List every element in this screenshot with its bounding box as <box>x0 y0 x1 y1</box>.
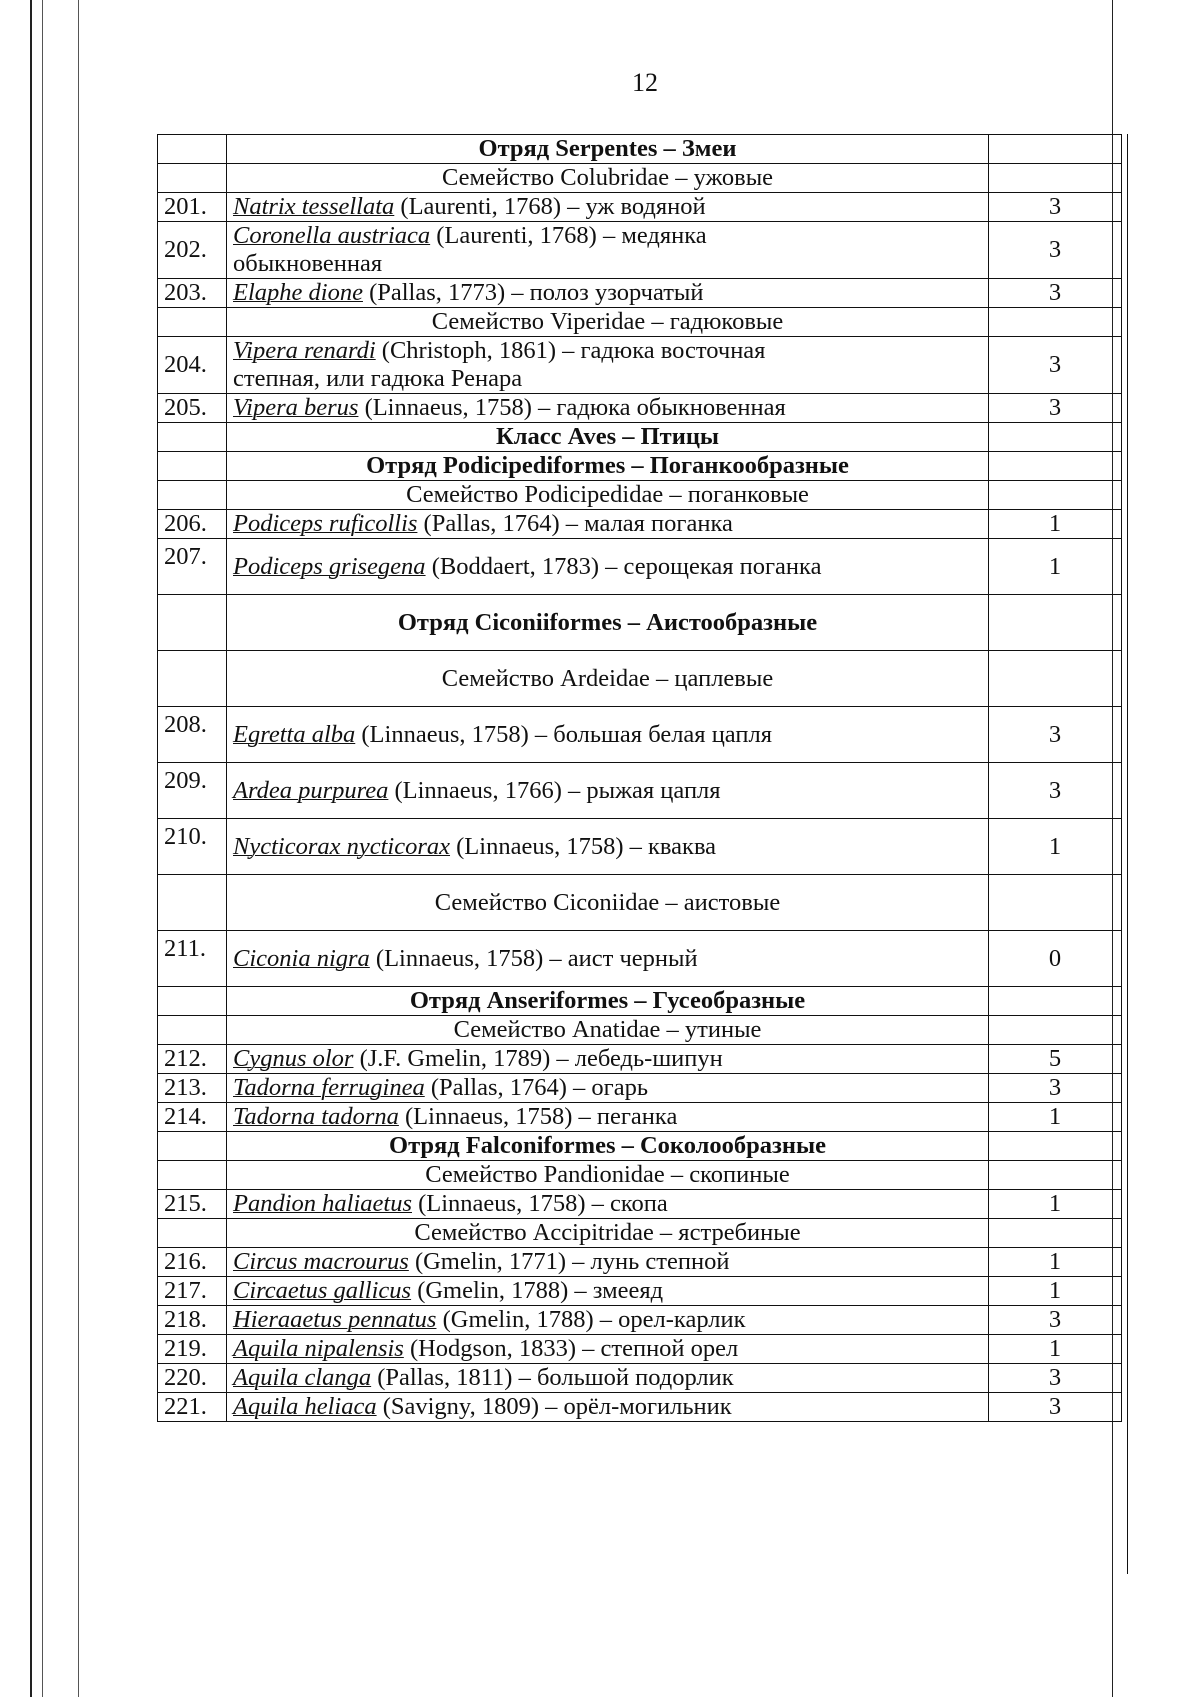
section-title-cell <box>227 1161 989 1190</box>
latin-name: Vipera berus <box>233 394 359 421</box>
species-author-common-name: (Laurenti, 1768) – медянка <box>430 222 707 249</box>
section-header-row <box>158 452 1122 481</box>
species-author-common-name: (Pallas, 1773) – полоз узорчатый <box>362 279 704 306</box>
row-number-cell <box>158 763 227 819</box>
species-row <box>158 279 1122 308</box>
status-cell <box>989 1103 1122 1132</box>
latin-name: Coronella austriaca <box>233 222 431 249</box>
species-row <box>158 337 1122 394</box>
status-cell <box>989 308 1122 337</box>
row-number-cell <box>158 164 227 193</box>
latin-name: Aquila heliaca <box>233 1393 377 1420</box>
row-number: 221. <box>164 1393 207 1420</box>
row-number-cell <box>158 1161 227 1190</box>
row-number-cell <box>158 279 227 308</box>
section-title: Семейство Ciconiidae – аистовые <box>434 888 781 916</box>
section-header-row <box>158 595 1122 651</box>
section-title: Отряд Falconiformes – Соколообразные <box>389 1132 826 1159</box>
status-cell <box>989 1016 1122 1045</box>
row-number-cell <box>158 651 227 707</box>
row-number-cell <box>158 1103 227 1132</box>
species-row <box>158 193 1122 222</box>
species-author-common-name: (Gmelin, 1788) – змееяд <box>411 1277 664 1304</box>
species-author-common-name: (Linnaeus, 1758) – пеганка <box>398 1103 678 1130</box>
status-cell <box>989 164 1122 193</box>
species-name-cell <box>227 1335 989 1364</box>
status-cell <box>989 423 1122 452</box>
species-author-common-name: (Linnaeus, 1758) – гадюка обыкновенная <box>358 394 786 421</box>
species-author-common-name: (Linnaeus, 1758) – аист черный <box>369 944 698 972</box>
status-cell <box>989 452 1122 481</box>
latin-name: Tadorna ferruginea <box>233 1074 425 1101</box>
row-number-cell <box>158 707 227 763</box>
species-row <box>158 222 1122 279</box>
row-number-cell <box>158 1219 227 1248</box>
species-author-common-name: (Gmelin, 1771) – лунь степной <box>408 1248 730 1275</box>
status-category: 0 <box>1048 944 1062 972</box>
section-title-cell <box>227 987 989 1016</box>
latin-name: Nycticorax nycticorax <box>233 832 451 860</box>
row-number-cell <box>158 452 227 481</box>
row-number-cell <box>158 1045 227 1074</box>
species-author-common-name: (Savigny, 1809) – орёл-могильник <box>376 1393 732 1420</box>
latin-name: Elaphe dione <box>233 279 363 306</box>
section-title-cell <box>227 135 989 164</box>
section-title-cell <box>227 1016 989 1045</box>
section-title-cell <box>227 308 989 337</box>
species-row <box>158 1277 1122 1306</box>
latin-name: Ciconia nigra <box>233 944 370 972</box>
species-row <box>158 1103 1122 1132</box>
species-name-cell <box>227 1248 989 1277</box>
status-cell <box>989 1161 1122 1190</box>
section-title-cell <box>227 1132 989 1161</box>
row-number: 209. <box>164 767 207 794</box>
section-title: Отряд Serpentes – Змеи <box>478 135 737 162</box>
status-category: 1 <box>1048 510 1062 537</box>
section-title-cell <box>227 1219 989 1248</box>
section-title-cell <box>227 875 989 931</box>
species-author-common-name: (Gmelin, 1788) – орел-карлик <box>436 1306 746 1333</box>
status-cell <box>989 1306 1122 1335</box>
row-number: 211. <box>164 935 206 962</box>
species-author-common-name: (Hodgson, 1833) – степной орел <box>403 1335 739 1362</box>
status-category: 3 <box>1048 1074 1062 1101</box>
section-header-row <box>158 135 1122 164</box>
species-name-cell <box>227 763 989 819</box>
species-row <box>158 539 1122 595</box>
section-header-row <box>158 651 1122 707</box>
section-title: Отряд Ciconiiformes – Аистообразные <box>397 608 818 636</box>
row-number-cell <box>158 987 227 1016</box>
latin-name: Tadorna tadorna <box>233 1103 399 1130</box>
section-title-cell <box>227 452 989 481</box>
species-name-cell <box>227 1306 989 1335</box>
status-category: 3 <box>1048 394 1062 421</box>
species-name-cell <box>227 1364 989 1393</box>
status-category: 3 <box>1048 193 1062 220</box>
status-cell <box>989 1335 1122 1364</box>
species-name-cell <box>227 279 989 308</box>
latin-name: Podiceps ruficollis <box>233 510 418 537</box>
status-category: 1 <box>1048 1335 1062 1362</box>
species-author-common-name: (Linnaeus, 1758) – кваква <box>450 832 717 860</box>
species-name-cell <box>227 819 989 875</box>
species-name-cell <box>227 1045 989 1074</box>
species-name-cell <box>227 1277 989 1306</box>
species-row <box>158 1190 1122 1219</box>
status-cell <box>989 510 1122 539</box>
species-row <box>158 931 1122 987</box>
row-number: 219. <box>164 1335 207 1362</box>
row-number-cell <box>158 423 227 452</box>
species-common-name-cont: обыкновенная <box>233 250 383 277</box>
species-row <box>158 1364 1122 1393</box>
status-cell <box>989 193 1122 222</box>
section-title: Семейство Podicipedidae – поганковые <box>406 481 809 508</box>
species-author-common-name: (Laurenti, 1768) – уж водяной <box>394 193 706 220</box>
species-author-common-name: (Pallas, 1764) – огарь <box>424 1074 649 1101</box>
row-number: 202. <box>164 236 207 263</box>
section-header-row <box>158 1132 1122 1161</box>
status-cell <box>989 595 1122 651</box>
species-author-common-name: (Christoph, 1861) – гадюка восточная <box>375 337 766 364</box>
row-number-cell <box>158 337 227 394</box>
species-row <box>158 1045 1122 1074</box>
species-author-common-name: (Linnaeus, 1758) – скопа <box>411 1190 668 1217</box>
status-category: 1 <box>1048 1248 1062 1275</box>
species-row <box>158 1393 1122 1422</box>
section-title: Семейство Accipitridae – ястребиные <box>414 1219 801 1246</box>
row-number: 208. <box>164 711 207 738</box>
status-category: 5 <box>1048 1045 1062 1072</box>
row-number-cell <box>158 193 227 222</box>
row-number-cell <box>158 308 227 337</box>
section-title: Семейство Anatidae – утиные <box>453 1016 762 1043</box>
row-number: 220. <box>164 1364 207 1391</box>
species-name-cell <box>227 539 989 595</box>
status-cell <box>989 875 1122 931</box>
status-cell <box>989 135 1122 164</box>
status-category: 1 <box>1048 1277 1062 1304</box>
species-name-cell <box>227 1393 989 1422</box>
latin-name: Cygnus olor <box>233 1045 354 1072</box>
species-name-cell <box>227 931 989 987</box>
row-number: 204. <box>164 351 207 378</box>
section-header-row <box>158 481 1122 510</box>
status-cell <box>989 987 1122 1016</box>
section-title: Отряд Podicipediformes – Поганкообразные <box>366 452 849 479</box>
species-name-cell <box>227 1103 989 1132</box>
species-author-common-name: (Boddaert, 1783) – серощекая поганка <box>425 552 822 580</box>
row-number-cell <box>158 1190 227 1219</box>
section-header-row <box>158 1016 1122 1045</box>
species-row <box>158 819 1122 875</box>
row-number-cell <box>158 1248 227 1277</box>
row-number: 213. <box>164 1074 207 1101</box>
status-category: 1 <box>1048 832 1062 860</box>
status-cell <box>989 1219 1122 1248</box>
row-number-cell <box>158 539 227 595</box>
species-name-cell <box>227 707 989 763</box>
species-name-cell <box>227 394 989 423</box>
row-number: 201. <box>164 193 207 220</box>
row-number-cell <box>158 481 227 510</box>
row-number: 210. <box>164 823 207 850</box>
status-category: 1 <box>1048 1103 1062 1130</box>
status-cell <box>989 1132 1122 1161</box>
row-number: 214. <box>164 1103 207 1130</box>
species-name-cell <box>227 337 989 394</box>
latin-name: Circus macrourus <box>233 1248 409 1275</box>
row-number-cell <box>158 595 227 651</box>
status-cell <box>989 1074 1122 1103</box>
row-number: 215. <box>164 1190 207 1217</box>
species-author-common-name: (Linnaeus, 1758) – большая белая цапля <box>355 720 772 748</box>
species-row <box>158 394 1122 423</box>
species-row <box>158 510 1122 539</box>
table-right-edge <box>1127 134 1128 1574</box>
status-cell <box>989 931 1122 987</box>
section-title: Семейство Colubridae – ужовые <box>441 164 774 191</box>
status-category: 3 <box>1048 279 1062 306</box>
binder-line-left-inner <box>42 0 43 1697</box>
row-number-cell <box>158 1335 227 1364</box>
section-title-cell <box>227 164 989 193</box>
section-title-cell <box>227 423 989 452</box>
latin-name: Circaetus gallicus <box>233 1277 412 1304</box>
section-header-row <box>158 423 1122 452</box>
species-row <box>158 763 1122 819</box>
species-common-name-cont: степная, или гадюка Ренара <box>233 365 523 392</box>
species-row <box>158 1335 1122 1364</box>
latin-name: Egretta alba <box>233 720 356 748</box>
latin-name: Pandion haliaetus <box>233 1190 412 1217</box>
status-cell <box>989 1248 1122 1277</box>
species-row <box>158 1306 1122 1335</box>
status-cell <box>989 1393 1122 1422</box>
latin-name: Podiceps grisegena <box>233 552 426 580</box>
status-cell <box>989 279 1122 308</box>
row-number: 218. <box>164 1306 207 1333</box>
row-number-cell <box>158 510 227 539</box>
status-cell <box>989 394 1122 423</box>
status-cell <box>989 651 1122 707</box>
status-cell <box>989 1045 1122 1074</box>
row-number-cell <box>158 394 227 423</box>
row-number: 217. <box>164 1277 207 1304</box>
row-number-cell <box>158 1277 227 1306</box>
species-table <box>157 134 1122 1422</box>
species-table-body <box>158 135 1122 1422</box>
page-number: 12 <box>632 68 658 97</box>
row-number-cell <box>158 1074 227 1103</box>
latin-name: Vipera renardi <box>233 337 376 364</box>
section-header-row <box>158 308 1122 337</box>
species-author-common-name: (Pallas, 1764) – малая поганка <box>417 510 733 537</box>
species-row <box>158 1248 1122 1277</box>
status-cell <box>989 1277 1122 1306</box>
species-name-cell <box>227 510 989 539</box>
section-title-cell <box>227 595 989 651</box>
status-category: 1 <box>1048 552 1062 580</box>
species-author-common-name: (Pallas, 1811) – большой подорлик <box>371 1364 734 1391</box>
section-title-cell <box>227 481 989 510</box>
species-author-common-name: (Linnaeus, 1766) – рыжая цапля <box>388 776 721 804</box>
section-header-row <box>158 1161 1122 1190</box>
row-number-cell <box>158 819 227 875</box>
status-category: 3 <box>1048 720 1062 748</box>
binder-line-margin <box>78 0 79 1697</box>
row-number: 206. <box>164 510 207 537</box>
row-number-cell <box>158 1393 227 1422</box>
species-row <box>158 1074 1122 1103</box>
status-category: 3 <box>1048 1306 1062 1333</box>
row-number-cell <box>158 931 227 987</box>
status-category: 3 <box>1048 351 1062 378</box>
status-cell <box>989 707 1122 763</box>
status-cell <box>989 1190 1122 1219</box>
section-header-row <box>158 875 1122 931</box>
latin-name: Aquila clanga <box>233 1364 372 1391</box>
status-cell <box>989 539 1122 595</box>
row-number-cell <box>158 222 227 279</box>
row-number-cell <box>158 875 227 931</box>
section-title: Семейство Pandionidae – скопиные <box>425 1161 790 1188</box>
row-number-cell <box>158 1132 227 1161</box>
species-name-cell <box>227 222 989 279</box>
status-cell <box>989 337 1122 394</box>
status-cell <box>989 222 1122 279</box>
latin-name: Aquila nipalensis <box>233 1335 404 1362</box>
row-number-cell <box>158 1306 227 1335</box>
species-name-cell <box>227 1074 989 1103</box>
status-category: 1 <box>1048 1190 1062 1217</box>
status-cell <box>989 819 1122 875</box>
section-header-row <box>158 987 1122 1016</box>
section-title-cell <box>227 651 989 707</box>
row-number: 216. <box>164 1248 207 1275</box>
section-title: Семейство Viperidae – гадюковые <box>431 308 784 335</box>
latin-name: Hieraaetus pennatus <box>233 1306 437 1333</box>
section-title: Семейство Ardeidae – цаплевые <box>441 664 774 692</box>
row-number-cell <box>158 135 227 164</box>
status-category: 3 <box>1048 236 1062 263</box>
row-number-cell <box>158 1016 227 1045</box>
status-category: 3 <box>1048 1364 1062 1391</box>
latin-name: Natrix tessellata <box>233 193 395 220</box>
row-number: 212. <box>164 1045 207 1072</box>
species-row <box>158 707 1122 763</box>
latin-name: Ardea purpurea <box>233 776 389 804</box>
species-author-common-name: (J.F. Gmelin, 1789) – лебедь-шипун <box>353 1045 723 1072</box>
status-cell <box>989 481 1122 510</box>
status-cell <box>989 1364 1122 1393</box>
species-name-cell <box>227 193 989 222</box>
species-name-cell <box>227 1190 989 1219</box>
binder-line-left <box>30 0 32 1697</box>
section-header-row <box>158 1219 1122 1248</box>
section-header-row <box>158 164 1122 193</box>
row-number: 207. <box>164 543 207 570</box>
status-category: 3 <box>1048 776 1062 804</box>
status-category: 3 <box>1048 1393 1062 1420</box>
status-cell <box>989 763 1122 819</box>
section-title: Класс Aves – Птицы <box>495 423 720 450</box>
section-title: Отряд Anseriformes – Гусеобразные <box>409 987 806 1014</box>
row-number: 205. <box>164 394 207 421</box>
row-number: 203. <box>164 279 207 306</box>
row-number-cell <box>158 1364 227 1393</box>
